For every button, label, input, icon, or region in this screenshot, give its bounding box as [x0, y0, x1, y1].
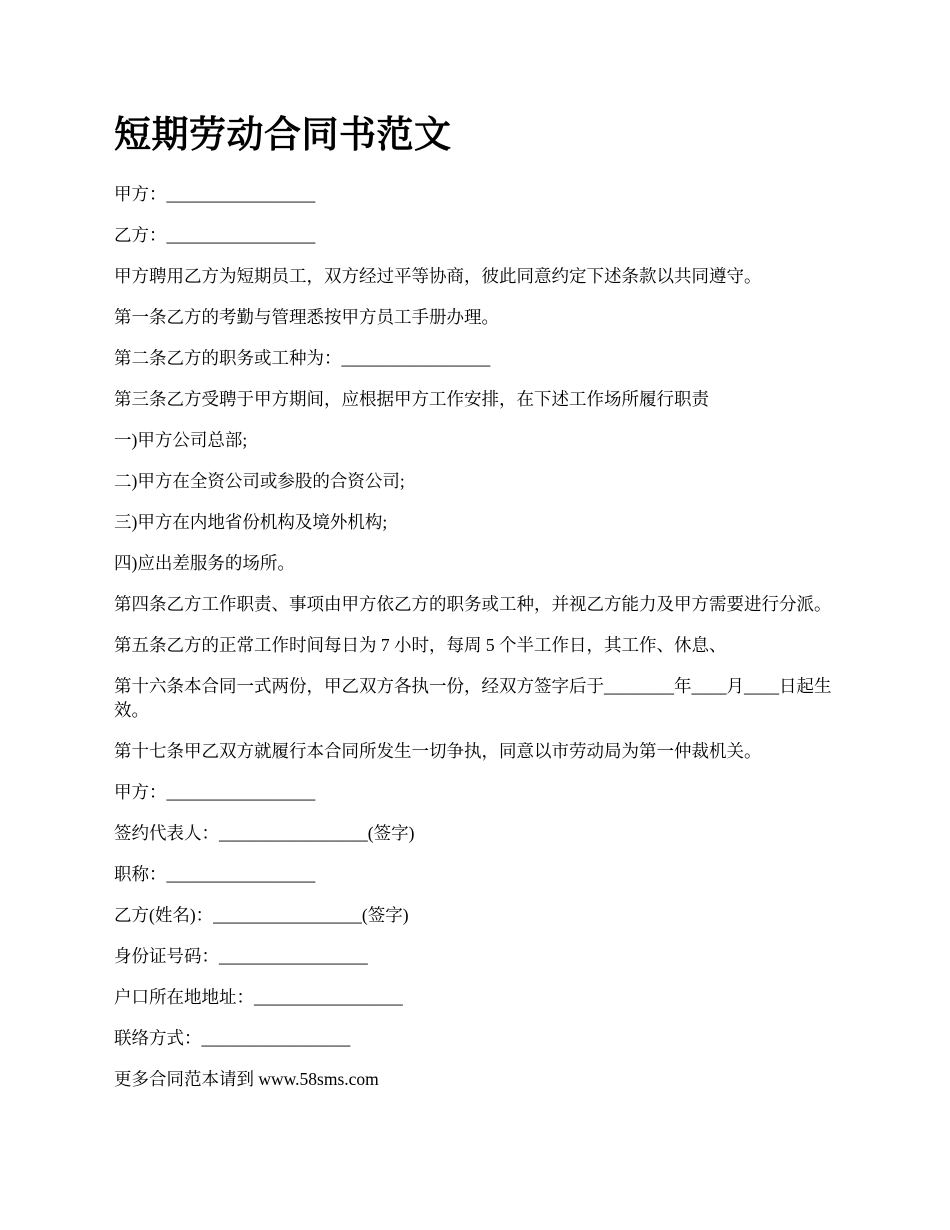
- signature-household-address: 户口所在地地址：_________________: [114, 987, 403, 1007]
- preamble-paragraph: 甲方聘用乙方为短期员工，双方经过平等协商，彼此同意约定下述条款以共同遵守。: [114, 266, 762, 286]
- signature-contact: 联络方式：_________________: [114, 1028, 351, 1048]
- article-4: 第四条乙方工作职责、事项由甲方依乙方的职务或工种，并视乙方能力及甲方需要进行分派。: [114, 594, 832, 614]
- workplace-item-1: 一)甲方公司总部;: [114, 430, 248, 450]
- signature-id-number: 身份证号码：_________________: [114, 946, 368, 966]
- document-title: 短期劳动合同书范文: [114, 115, 452, 156]
- article-1: 第一条乙方的考勤与管理悉按甲方员工手册办理。: [114, 307, 499, 327]
- document-page: [114, 112, 844, 1108]
- party-a-line: 甲方：_________________: [114, 184, 316, 204]
- footer-note: 更多合同范本请到 www.58sms.com: [114, 1069, 379, 1089]
- workplace-item-2: 二)甲方在全资公司或参股的合资公司;: [114, 471, 405, 491]
- signature-party-b-name: 乙方(姓名)：_________________(签字): [114, 905, 409, 925]
- article-17: 第十七条甲乙双方就履行本合同所发生一切争执，同意以市劳动局为第一仲裁机关。: [114, 741, 762, 761]
- article-5: 第五条乙方的正常工作时间每日为 7 小时，每周 5 个半工作日，其工作、休息、: [114, 635, 727, 655]
- article-16: 第十六条本合同一式两份，甲乙双方各执一份，经双方签字后于________年____月____日起生效。: [114, 676, 832, 720]
- signature-party-a: 甲方：_________________: [114, 782, 316, 802]
- article-2: 第二条乙方的职务或工种为：_________________: [114, 348, 491, 368]
- signature-job-title: 职称：_________________: [114, 864, 316, 884]
- signature-representative: 签约代表人：_________________(签字): [114, 823, 415, 843]
- workplace-item-4: 四)应出差服务的场所。: [114, 553, 295, 573]
- workplace-item-3: 三)甲方在内地省份机构及境外机构;: [114, 512, 388, 532]
- party-b-line: 乙方：_________________: [114, 225, 316, 245]
- article-3: 第三条乙方受聘于甲方期间，应根据甲方工作安排，在下述工作场所履行职责: [114, 389, 709, 409]
